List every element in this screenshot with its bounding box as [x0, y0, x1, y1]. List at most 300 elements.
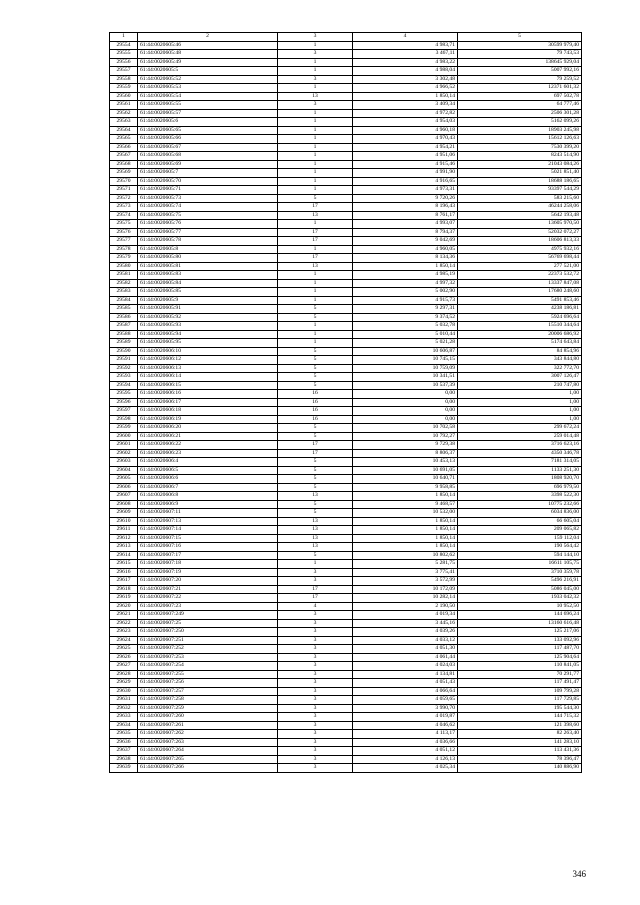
- specific-value-cell: 9 720,26: [353, 194, 458, 203]
- group-cell: 17: [278, 203, 353, 212]
- row-number-cell: 29575: [110, 220, 138, 229]
- cadastral-number-cell: 61:44:0020607:13: [138, 517, 278, 526]
- table-row: [110, 424, 582, 433]
- table-row: [110, 730, 582, 739]
- group-cell: 3: [278, 721, 353, 730]
- table-row: [110, 237, 582, 246]
- specific-value-cell: 10 745,15: [353, 356, 458, 365]
- table-row: [110, 118, 582, 127]
- specific-value-cell: 1 850,14: [353, 543, 458, 552]
- cadastral-value-cell: 20006 686,92: [458, 330, 582, 339]
- group-cell: 17: [278, 441, 353, 450]
- cadastral-number-cell: 61:44:0020607:262: [138, 730, 278, 739]
- group-cell: 13: [278, 517, 353, 526]
- specific-value-cell: 4 985,19: [353, 271, 458, 280]
- table-row: [110, 441, 582, 450]
- table-row: [110, 356, 582, 365]
- row-number-cell: 29562: [110, 109, 138, 118]
- cadastral-number-cell: 61:44:0020607:266: [138, 764, 278, 773]
- cadastral-number-cell: 61:44:0020607:250: [138, 628, 278, 637]
- specific-value-cell: 3 409,34: [353, 101, 458, 110]
- specific-value-cell: 4 960,18: [353, 126, 458, 135]
- row-number-cell: 29606: [110, 483, 138, 492]
- row-number-cell: 29626: [110, 653, 138, 662]
- specific-value-cell: 10 606,87: [353, 347, 458, 356]
- row-number-cell: 29634: [110, 721, 138, 730]
- cadastral-number-cell: 61:44:0020606:6: [138, 475, 278, 484]
- group-cell: 5: [278, 458, 353, 467]
- specific-value-cell: 10 453,13: [353, 458, 458, 467]
- specific-value-cell: 9 374,52: [353, 313, 458, 322]
- group-cell: 5: [278, 347, 353, 356]
- table-body: [110, 41, 582, 772]
- cadastral-number-cell: 61:44:0020607:263: [138, 738, 278, 747]
- row-number-cell: 29583: [110, 288, 138, 297]
- cadastral-number-cell: 61:44:0020607:18: [138, 560, 278, 569]
- table-row: [110, 186, 582, 195]
- specific-value-cell: 9 468,57: [353, 500, 458, 509]
- table-row: [110, 764, 582, 773]
- row-number-cell: 29622: [110, 619, 138, 628]
- table-row: [110, 203, 582, 212]
- cadastral-number-cell: 61:44:0020605:71: [138, 186, 278, 195]
- table-row: [110, 534, 582, 543]
- row-number-cell: 29623: [110, 628, 138, 637]
- cadastral-value-cell: 113 431,36: [458, 747, 582, 756]
- table-row: [110, 381, 582, 390]
- group-cell: 3: [278, 568, 353, 577]
- table-row: [110, 628, 582, 637]
- group-cell: 3: [278, 619, 353, 628]
- cadastral-number-cell: 61:44:0020605:81: [138, 262, 278, 271]
- row-number-cell: 29594: [110, 381, 138, 390]
- cadastral-number-cell: 61:44:0020606:22: [138, 441, 278, 450]
- specific-value-cell: 4 113,17: [353, 730, 458, 739]
- row-number-cell: 29633: [110, 713, 138, 722]
- specific-value-cell: 4 036,66: [353, 738, 458, 747]
- row-number-cell: 29587: [110, 322, 138, 331]
- cadastral-number-cell: 61:44:0020607:265: [138, 755, 278, 764]
- table-row: [110, 449, 582, 458]
- cadastral-value-cell: 18606 813,33: [458, 237, 582, 246]
- group-cell: 1: [278, 330, 353, 339]
- row-number-cell: 29632: [110, 704, 138, 713]
- cadastral-value-cell: 13605 970,50: [458, 220, 582, 229]
- header-cell-3: 3: [278, 33, 353, 42]
- table-row: [110, 517, 582, 526]
- row-number-cell: 29590: [110, 347, 138, 356]
- table-row: [110, 245, 582, 254]
- cadastral-value-cell: 140 886,90: [458, 764, 582, 773]
- specific-value-cell: 9 958,85: [353, 483, 458, 492]
- header-cell-4: 4: [353, 33, 458, 42]
- group-cell: 4: [278, 602, 353, 611]
- group-cell: 3: [278, 611, 353, 620]
- cadastral-value-cell: 22373 532,72: [458, 271, 582, 280]
- group-cell: 5: [278, 194, 353, 203]
- group-cell: 1: [278, 177, 353, 186]
- table-row: [110, 747, 582, 756]
- cadastral-value-cell: 110 841,05: [458, 662, 582, 671]
- specific-value-cell: 4 019,34: [353, 611, 458, 620]
- cadastral-value-cell: 10775 232,66: [458, 500, 582, 509]
- table-row: [110, 585, 582, 594]
- row-number-cell: 29624: [110, 636, 138, 645]
- specific-value-cell: 3 302,48: [353, 75, 458, 84]
- cadastral-value-cell: 141 283,10: [458, 738, 582, 747]
- specific-value-cell: 8 761,17: [353, 211, 458, 220]
- specific-value-cell: 10 691,05: [353, 466, 458, 475]
- cadastral-number-cell: 61:44:0020607:17: [138, 551, 278, 560]
- row-number-cell: 29618: [110, 585, 138, 594]
- group-cell: 5: [278, 509, 353, 518]
- cadastral-number-cell: 61:44:0020606:16: [138, 390, 278, 399]
- cadastral-number-cell: 61:44:0020605:84: [138, 279, 278, 288]
- cadastral-value-cell: 84 854,96: [458, 347, 582, 356]
- cadastral-value-cell: 17680 248,60: [458, 288, 582, 297]
- group-cell: 1: [278, 322, 353, 331]
- cadastral-value-cell: 7530 399,20: [458, 143, 582, 152]
- group-cell: 13: [278, 492, 353, 501]
- cadastral-value-cell: 46244 258,06: [458, 203, 582, 212]
- table-row: [110, 755, 582, 764]
- cadastral-number-cell: 61:44:0020605:77: [138, 228, 278, 237]
- cadastral-number-cell: 61:44:0020606:18: [138, 407, 278, 416]
- group-cell: 17: [278, 237, 353, 246]
- specific-value-cell: 4 966,52: [353, 84, 458, 93]
- row-number-cell: 29617: [110, 577, 138, 586]
- group-cell: 1: [278, 271, 353, 280]
- cadastral-number-cell: 61:44:0020605:8: [138, 245, 278, 254]
- cadastral-value-cell: 322 772,70: [458, 364, 582, 373]
- cadastral-value-cell: 8243 514,90: [458, 152, 582, 161]
- cadastral-number-cell: 61:44:0020607:20: [138, 577, 278, 586]
- row-number-cell: 29582: [110, 279, 138, 288]
- cadastral-number-cell: 61:44:0020605:75: [138, 211, 278, 220]
- specific-value-cell: 10 282,14: [353, 594, 458, 603]
- specific-value-cell: 4 916,65: [353, 177, 458, 186]
- group-cell: 5: [278, 466, 353, 475]
- specific-value-cell: 4 059,65: [353, 696, 458, 705]
- specific-value-cell: 4 915,46: [353, 160, 458, 169]
- row-number-cell: 29602: [110, 449, 138, 458]
- group-cell: 3: [278, 679, 353, 688]
- specific-value-cell: 4 960,05: [353, 245, 458, 254]
- group-cell: 13: [278, 211, 353, 220]
- cadastral-number-cell: 61:44:0020605:48: [138, 50, 278, 59]
- cadastral-value-cell: 5924 696,64: [458, 313, 582, 322]
- specific-value-cell: 5 002,90: [353, 288, 458, 297]
- group-cell: 1: [278, 560, 353, 569]
- table-row: [110, 645, 582, 654]
- cadastral-value-cell: 259 014,48: [458, 432, 582, 441]
- group-cell: 17: [278, 449, 353, 458]
- cadastral-value-cell: 18903 245,98: [458, 126, 582, 135]
- group-cell: 17: [278, 228, 353, 237]
- cadastral-number-cell: 61:44:0020605:57: [138, 109, 278, 118]
- group-cell: 1: [278, 186, 353, 195]
- group-cell: 5: [278, 381, 353, 390]
- table-row: [110, 602, 582, 611]
- row-number-cell: 29608: [110, 500, 138, 509]
- table-row: [110, 169, 582, 178]
- table-row: [110, 305, 582, 314]
- cadastral-number-cell: 61:44:0020607:14: [138, 526, 278, 535]
- specific-value-cell: 1 850,14: [353, 492, 458, 501]
- cadastral-number-cell: 61:44:0020605:93: [138, 322, 278, 331]
- cadastral-value-cell: 117 729,85: [458, 696, 582, 705]
- row-number-cell: 29580: [110, 262, 138, 271]
- cadastral-value-cell: 5642 193,48: [458, 211, 582, 220]
- group-cell: 5: [278, 373, 353, 382]
- row-number-cell: 29589: [110, 339, 138, 348]
- cadastral-value-cell: 1,00: [458, 390, 582, 399]
- group-cell: 5: [278, 483, 353, 492]
- cadastral-number-cell: 61:44:0020605:5: [138, 67, 278, 76]
- cadastral-number-cell: 61:44:0020607:25: [138, 619, 278, 628]
- table-row: [110, 135, 582, 144]
- row-number-cell: 29566: [110, 143, 138, 152]
- row-number-cell: 29591: [110, 356, 138, 365]
- specific-value-cell: 10 532,00: [353, 509, 458, 518]
- cadastral-value-cell: 697 502,78: [458, 92, 582, 101]
- specific-value-cell: 10 759,09: [353, 364, 458, 373]
- cadastral-number-cell: 61:44:0020607:264: [138, 747, 278, 756]
- row-number-cell: 29569: [110, 169, 138, 178]
- row-number-cell: 29605: [110, 475, 138, 484]
- cadastral-value-cell: 79 743,53: [458, 50, 582, 59]
- cadastral-number-cell: 61:44:0020605:94: [138, 330, 278, 339]
- table-row: [110, 92, 582, 101]
- row-number-cell: 29607: [110, 492, 138, 501]
- row-number-cell: 29638: [110, 755, 138, 764]
- cadastral-number-cell: 61:44:0020606:23: [138, 449, 278, 458]
- row-number-cell: 29557: [110, 67, 138, 76]
- row-number-cell: 29637: [110, 747, 138, 756]
- table-row: [110, 543, 582, 552]
- cadastral-number-cell: 61:44:0020606:21: [138, 432, 278, 441]
- table-row: [110, 594, 582, 603]
- group-cell: 1: [278, 67, 353, 76]
- table-row: [110, 526, 582, 535]
- group-cell: 1: [278, 169, 353, 178]
- row-number-cell: 29614: [110, 551, 138, 560]
- cadastral-number-cell: 61:44:0020605:9: [138, 296, 278, 305]
- table-row: [110, 509, 582, 518]
- specific-value-cell: 5 021,28: [353, 339, 458, 348]
- row-number-cell: 29554: [110, 41, 138, 50]
- cadastral-value-cell: 93397 544,29: [458, 186, 582, 195]
- row-number-cell: 29593: [110, 373, 138, 382]
- group-cell: 3: [278, 101, 353, 110]
- cadastral-value-cell: 66 605,04: [458, 517, 582, 526]
- cadastral-number-cell: 61:44:0020607:23: [138, 602, 278, 611]
- row-number-cell: 29610: [110, 517, 138, 526]
- cadastral-number-cell: 61:44:0020605:49: [138, 58, 278, 67]
- cadastral-value-cell: 5162 099,26: [458, 118, 582, 127]
- group-cell: 3: [278, 713, 353, 722]
- cadastral-number-cell: 61:44:0020605:65: [138, 126, 278, 135]
- row-number-cell: 29599: [110, 424, 138, 433]
- table-row: [110, 432, 582, 441]
- cadastral-value-cell: 125 904,64: [458, 653, 582, 662]
- cadastral-number-cell: 61:44:0020605:78: [138, 237, 278, 246]
- cadastral-value-cell: 7181 314,05: [458, 458, 582, 467]
- group-cell: 17: [278, 594, 353, 603]
- cadastral-value-cell: 56769 698,44: [458, 254, 582, 263]
- row-number-cell: 29560: [110, 92, 138, 101]
- cadastral-number-cell: 61:44:0020607:255: [138, 670, 278, 679]
- cadastral-value-cell: 64 777,46: [458, 101, 582, 110]
- table-row: [110, 466, 582, 475]
- cadastral-value-cell: 696 979,50: [458, 483, 582, 492]
- specific-value-cell: 4 051,43: [353, 679, 458, 688]
- cadastral-value-cell: 10 952,50: [458, 602, 582, 611]
- row-number-cell: 29628: [110, 670, 138, 679]
- row-number-cell: 29586: [110, 313, 138, 322]
- cadastral-number-cell: 61:44:0020605:67: [138, 143, 278, 152]
- cadastral-number-cell: 61:44:0020605:53: [138, 84, 278, 93]
- specific-value-cell: 3 467,11: [353, 50, 458, 59]
- table-row: [110, 101, 582, 110]
- table-row: [110, 696, 582, 705]
- cadastral-value-cell: 5007 992,16: [458, 67, 582, 76]
- specific-value-cell: 4 066,64: [353, 687, 458, 696]
- cadastral-value-cell: 5021 851,40: [458, 169, 582, 178]
- table-row: [110, 152, 582, 161]
- row-number-cell: 29635: [110, 730, 138, 739]
- group-cell: 3: [278, 75, 353, 84]
- specific-value-cell: 4 019,87: [353, 713, 458, 722]
- specific-value-cell: 4 954,21: [353, 143, 458, 152]
- table-row: [110, 194, 582, 203]
- cadastral-number-cell: 61:44:0020607:19: [138, 568, 278, 577]
- specific-value-cell: 10 537,39: [353, 381, 458, 390]
- specific-value-cell: 1 850,14: [353, 526, 458, 535]
- group-cell: 1: [278, 160, 353, 169]
- cadastral-value-cell: 78 396,47: [458, 755, 582, 764]
- group-cell: 3: [278, 577, 353, 586]
- group-cell: 5: [278, 551, 353, 560]
- cadastral-number-cell: 61:44:0020607:252: [138, 645, 278, 654]
- group-cell: 5: [278, 364, 353, 373]
- row-number-cell: 29600: [110, 432, 138, 441]
- cadastral-value-cell: 79 259,52: [458, 75, 582, 84]
- specific-value-cell: 4 972,82: [353, 109, 458, 118]
- row-number-cell: 29601: [110, 441, 138, 450]
- specific-value-cell: 4 983,22: [353, 58, 458, 67]
- cadastral-value-cell: 343 844,80: [458, 356, 582, 365]
- group-cell: 3: [278, 747, 353, 756]
- specific-value-cell: 1 850,14: [353, 92, 458, 101]
- table-row: [110, 560, 582, 569]
- specific-value-cell: 4 991,90: [353, 169, 458, 178]
- row-number-cell: 29612: [110, 534, 138, 543]
- cadastral-value-cell: 190 564,42: [458, 543, 582, 552]
- table-row: [110, 109, 582, 118]
- row-number-cell: 29596: [110, 398, 138, 407]
- table-row: [110, 390, 582, 399]
- cadastral-value-cell: 117 487,70: [458, 645, 582, 654]
- specific-value-cell: 4 997,32: [353, 279, 458, 288]
- cadastral-number-cell: 61:44:0020607:15: [138, 534, 278, 543]
- cadastral-number-cell: 61:44:0020607:257: [138, 687, 278, 696]
- table-row: [110, 611, 582, 620]
- group-cell: 5: [278, 356, 353, 365]
- cadastral-value-cell: 5491 853,46: [458, 296, 582, 305]
- group-cell: 3: [278, 687, 353, 696]
- header-cell-1: 1: [110, 33, 138, 42]
- table-row: [110, 67, 582, 76]
- cadastral-number-cell: 61:44:0020607:259: [138, 704, 278, 713]
- cadastral-number-cell: 61:44:0020605:73: [138, 194, 278, 203]
- cadastral-value-cell: 1,00: [458, 398, 582, 407]
- group-cell: 13: [278, 92, 353, 101]
- cadastral-number-cell: 61:44:0020606:17: [138, 398, 278, 407]
- row-number-cell: 29565: [110, 135, 138, 144]
- specific-value-cell: 10 802,62: [353, 551, 458, 560]
- table-row: [110, 704, 582, 713]
- cadastral-number-cell: 61:44:0020607:16: [138, 543, 278, 552]
- table-row: [110, 271, 582, 280]
- cadastral-value-cell: 12371 601,32: [458, 84, 582, 93]
- cadastral-value-cell: 109 799,28: [458, 687, 582, 696]
- cadastral-number-cell: 61:44:0020607:254: [138, 662, 278, 671]
- specific-value-cell: 9 042,69: [353, 237, 458, 246]
- cadastral-number-cell: 61:44:0020605:52: [138, 75, 278, 84]
- cadastral-number-cell: 61:44:0020607:253: [138, 653, 278, 662]
- table-row: [110, 679, 582, 688]
- table-row: [110, 475, 582, 484]
- group-cell: 1: [278, 339, 353, 348]
- group-cell: 3: [278, 704, 353, 713]
- table-row: [110, 177, 582, 186]
- row-number-cell: 29597: [110, 407, 138, 416]
- group-cell: 1: [278, 109, 353, 118]
- specific-value-cell: 0,00: [353, 407, 458, 416]
- header-cell-5: 5: [458, 33, 582, 42]
- row-number-cell: 29609: [110, 509, 138, 518]
- row-number-cell: 29616: [110, 568, 138, 577]
- table-row: [110, 313, 582, 322]
- specific-value-cell: 4 039,26: [353, 628, 458, 637]
- row-number-cell: 29559: [110, 84, 138, 93]
- cadastral-value-cell: 583 215,60: [458, 194, 582, 203]
- cadastral-number-cell: 61:44:0020607:249: [138, 611, 278, 620]
- row-number-cell: 29570: [110, 177, 138, 186]
- cadastral-number-cell: 61:44:0020607:261: [138, 721, 278, 730]
- specific-value-cell: 0,00: [353, 390, 458, 399]
- group-cell: 1: [278, 245, 353, 254]
- cadastral-number-cell: 61:44:0020605:6: [138, 118, 278, 127]
- cadastral-value-cell: 4975 932,16: [458, 245, 582, 254]
- row-number-cell: 29598: [110, 415, 138, 424]
- row-number-cell: 29603: [110, 458, 138, 467]
- group-cell: 16: [278, 390, 353, 399]
- table-row: [110, 577, 582, 586]
- row-number-cell: 29556: [110, 58, 138, 67]
- cadastral-value-cell: 2506 301,28: [458, 109, 582, 118]
- group-cell: 13: [278, 534, 353, 543]
- cadastral-number-cell: 61:44:0020605:54: [138, 92, 278, 101]
- specific-value-cell: 3 572,99: [353, 577, 458, 586]
- cadastral-value-cell: 1133 251,30: [458, 466, 582, 475]
- row-number-cell: 29630: [110, 687, 138, 696]
- specific-value-cell: 4 951,06: [353, 152, 458, 161]
- table-row: [110, 721, 582, 730]
- row-number-cell: 29639: [110, 764, 138, 773]
- table-row: [110, 126, 582, 135]
